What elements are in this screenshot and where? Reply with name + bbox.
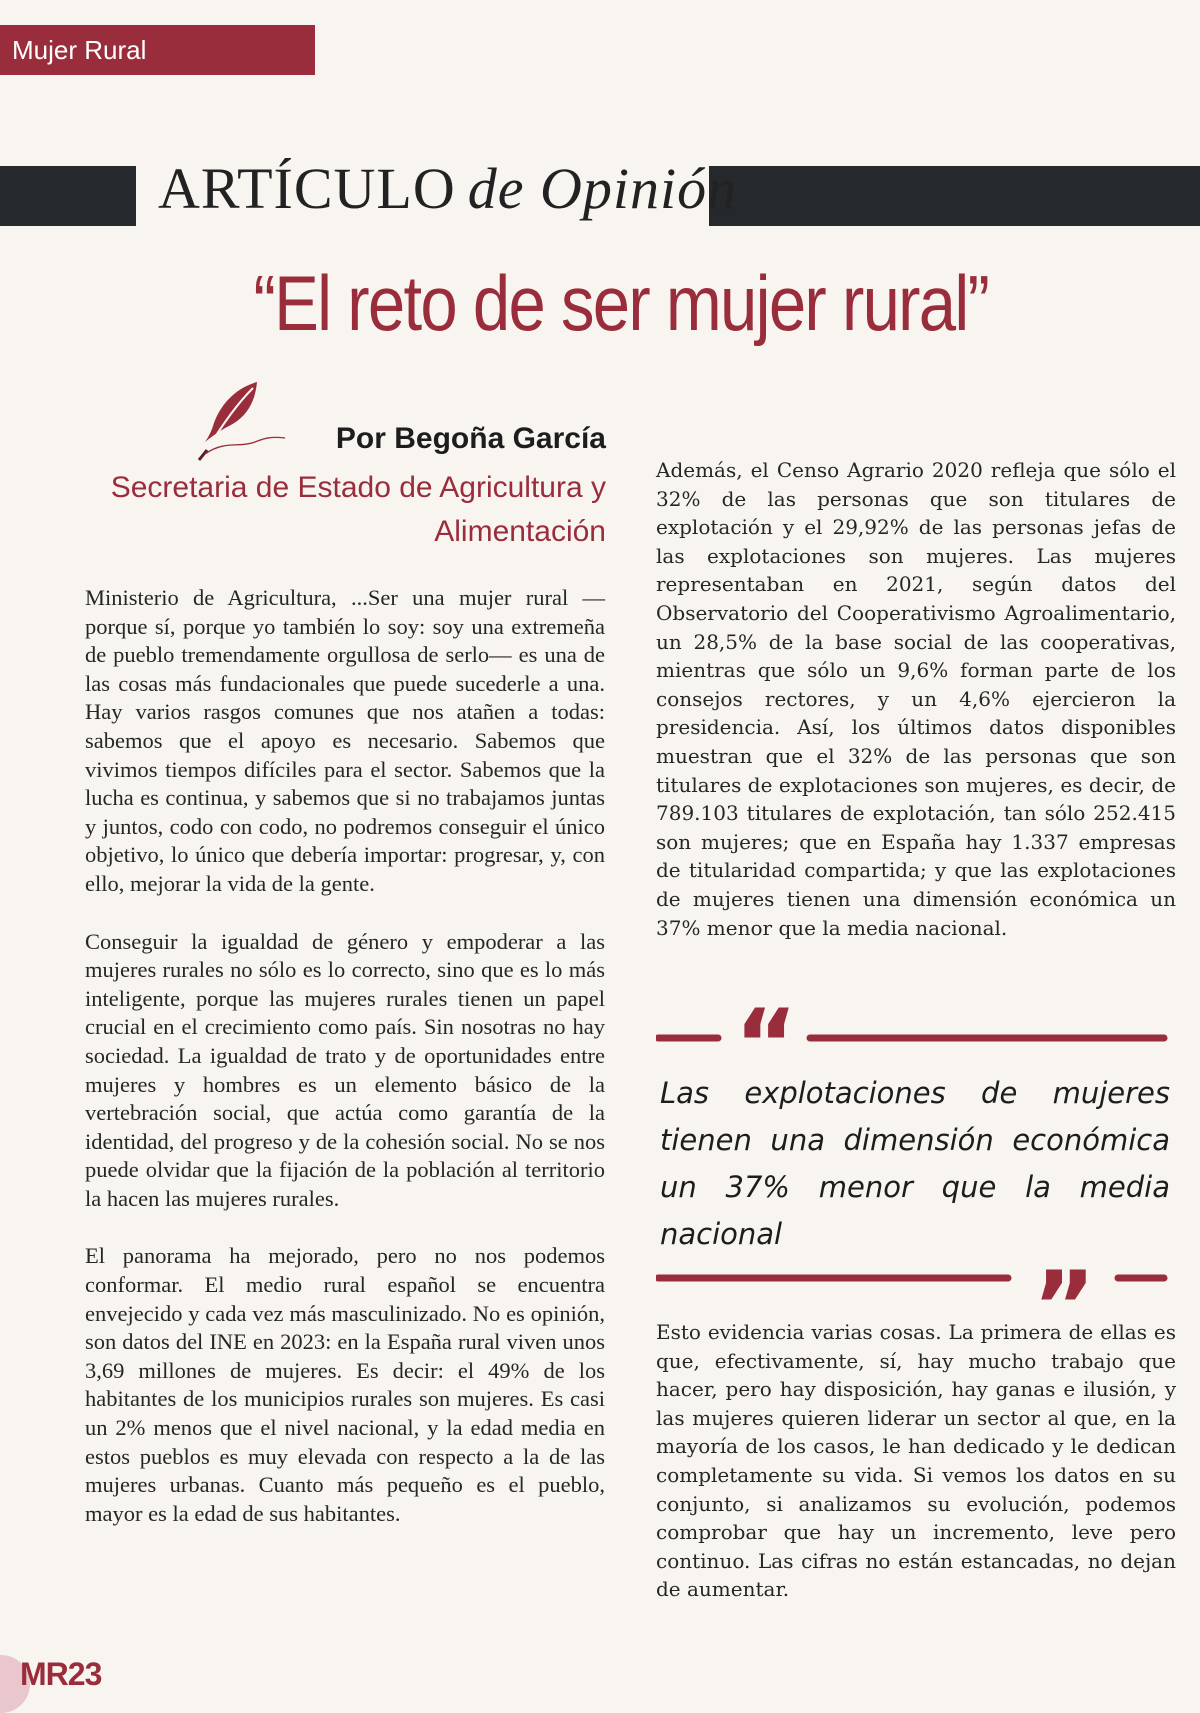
right-column-bottom	[656, 1318, 1176, 1633]
pull-quote: Las explotaciones de mujeres tienen una dimensión económica un 37% menor que la media nacional	[660, 1076, 1170, 1251]
article-kicker	[158, 155, 737, 222]
page-number: 23	[67, 1656, 102, 1692]
quill-pen-icon	[195, 380, 290, 462]
paragraph: El panorama ha mejorado, pero no nos podemos conformar. El medio rural español se encuentra envejecido y cada vez más masculinizado. No es opinión, son datos del INE en 2023: en la España rural viven unos 3,69 millones de mujeres. Es decir: el 49% de los habitantes de los municipios rurales son mujeres. Es casi un 2% menos que el nivel nacional, y la edad media en estos pueblos es muy elevada con respecto a la de las mujeres urbanas. Cuanto más pequeño es el pueblo, mayor es la edad de sus habitantes.	[85, 1243, 605, 1526]
folio-mark: MR	[20, 1656, 68, 1692]
author-name: Por Begoña García	[335, 422, 606, 455]
section-tag: Mujer Rural	[0, 25, 315, 75]
svg-text:”: ”	[1032, 1251, 1096, 1310]
header-band-left	[0, 166, 136, 226]
paragraph: Esto evidencia varias cosas. La primera de ellas es que, efectivamente, sí, hay mucho trabajo que hacer, pero hay disposición, hay ganas e ilusión, y las mujeres quieren liderar un sector al que, en la mayoría de los casos, le han dedicado y le dedican completamente su vida. Si vemos los datos en su conjunto, si analizamos su evolución, podemos comprobar que hay un incremento, leve pero continuo. Las cifras no están estancadas, no dejan de aumentar.	[656, 1320, 1176, 1602]
close-quote-icon	[656, 1248, 1168, 1310]
header-band-right	[709, 166, 1200, 226]
paragraph: Ministerio de Agricultura, ...Ser una mujer rural —porque sí, porque yo también lo soy: soy una extremeña de pueblo tremendamente orgullosa de serlo— es una de las cosas más fundacionales que puede sucederle a una. Hay varios rasgos comunes que nos atañen a todas: sabemos que el apoyo es necesario. Sabemos que vivimos tiempos difíciles para el sector. Sabemos que la lucha es continua, y sabemos que si no trabajamos juntas y juntos, codo con codo, no podremos conseguir el único objetivo, lo único que debería importar: progresar, y, con ello, mejorar la vida de la gente.	[85, 585, 605, 896]
svg-text:“: “	[734, 1004, 798, 1066]
left-column	[85, 584, 605, 1557]
open-quote-icon	[656, 1004, 1168, 1066]
headline: “El reto de ser mujer rural”	[253, 259, 989, 347]
author-role: Secretaria de Estado de Agricultura y Alimentación	[110, 471, 606, 548]
right-column-top	[656, 456, 1176, 971]
paragraph: Conseguir la igualdad de género y empoderar a las mujeres rurales no sólo es lo correcto, sino que es lo más inteligente, porque las mujeres rurales tienen un papel crucial en el crecimiento como país. Sin nosotras no hay sociedad. La igualdad de trato y de oportunidades entre mujeres y hombres es un elemento básico de la vertebración social, que actúa como garantía de la identidad, del progreso y de la cohesión social. No se nos puede olvidar que la fijación de la población al territorio la hacen las mujeres rurales.	[85, 928, 605, 1211]
page-folio	[20, 1656, 101, 1693]
kicker-italic: de Opinión	[467, 156, 738, 221]
paragraph: Además, el Censo Agrario 2020 refleja que sólo el 32% de las personas que son titulares de explotación y el 29,92% de las personas jefas de las explotaciones son mujeres. Las mujeres representaban en 2021, según datos del Observatorio del Cooperativismo Agroalimentario, un 28,5% de la base social de las cooperativas, mientras que sólo un 9,6% forman parte de los consejos rectores, y un 4,6% ejercieron la presidencia. Así, los últimos datos disponibles muestran que el 32% de las personas que son titulares de explotaciones son mujeres, es decir, de 789.103 titulares de explotación, tan sólo 252.415 son mujeres; que en España hay 1.337 empresas de titularidad compartida; y que las explotaciones de mujeres tienen una dimensión económica un 37% menor que la media nacional.	[656, 458, 1176, 940]
kicker-main: ARTÍCULO	[158, 156, 456, 221]
